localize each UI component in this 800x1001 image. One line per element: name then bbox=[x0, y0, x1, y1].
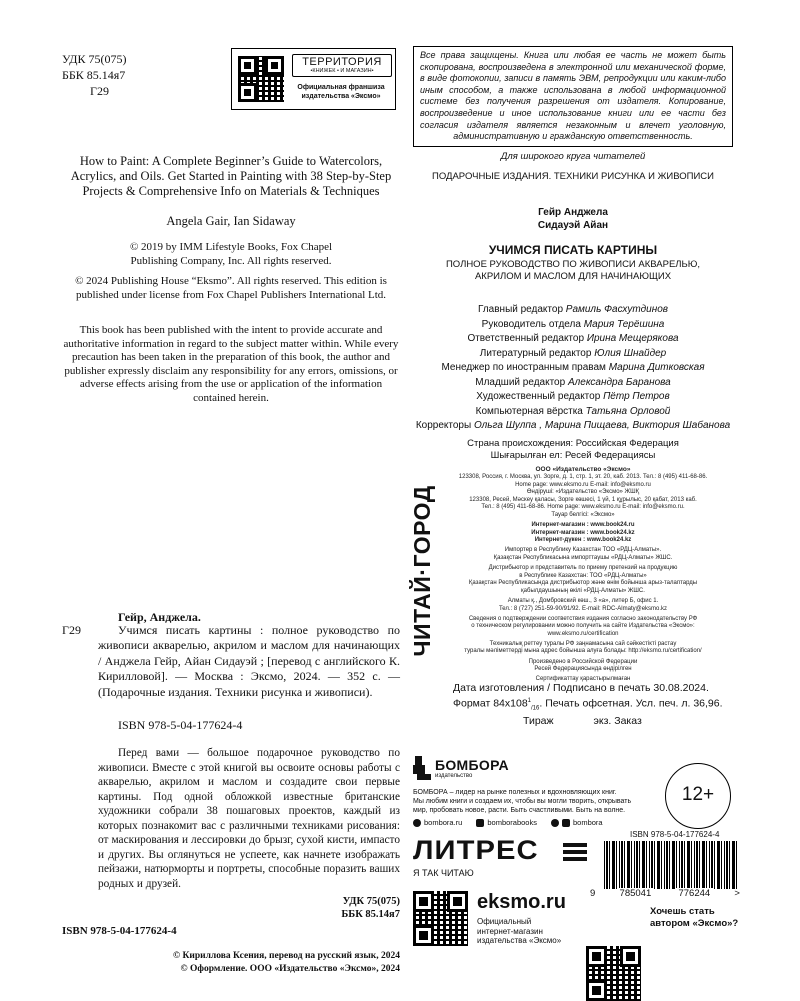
publisher-detail-line: Өндіруші: «Издательство «Эксмо» ЖШҚ bbox=[526, 489, 640, 496]
bbk-code: ББК 85.14я7 bbox=[62, 68, 126, 82]
publisher-detail-line: Дистрибьютор и представитель по приему претензий на продукцию bbox=[488, 565, 678, 572]
social-vk[interactable]: bomborabooks bbox=[476, 818, 537, 827]
globe-icon bbox=[413, 819, 421, 827]
publisher-detail-line: 123308, Ресей, Мәскеу қаласы, Зорге көшесі, 1 үй, 1 құрылыс, 20 қабат, 2013 каб. bbox=[469, 496, 697, 503]
litres-logo bbox=[413, 835, 613, 885]
publisher-detail-line: қабылдаушының өкілі «РДЦ-Алматы» ЖШС. bbox=[521, 587, 645, 594]
bombora-sub: издательство bbox=[435, 773, 473, 779]
publisher-detail-line: Ресей Федерациясында өндірілген bbox=[534, 666, 632, 673]
territoria-qr bbox=[238, 56, 284, 102]
catalog-author: Гейр, Анджела. bbox=[118, 610, 201, 624]
litres-bars-icon bbox=[563, 843, 587, 861]
publisher-detail-line: Қазақстан Республикасына импорттаушы «РДЦ-Алматы» ЖШС. bbox=[493, 554, 673, 561]
social-site[interactable]: bombora.ru bbox=[413, 818, 462, 827]
publisher-name: ООО «Издательство «Эксмо» bbox=[535, 466, 631, 473]
publisher-detail-line: Home page: www.eksmo.ru E-mail: info@eksmo.ru bbox=[515, 481, 651, 488]
print-info bbox=[453, 682, 743, 727]
publisher-detail-line: Тауар белгісі: «Эксмо» bbox=[551, 511, 615, 518]
catalog-isbn: ISBN 978-5-04-177624-4 bbox=[118, 718, 243, 732]
credit-line: Корректоры Ольга Шулпа , Марина Пищаева, Виктория Шабанова bbox=[415, 420, 731, 431]
print-format: Формат $84x108^1_{/16}$. Печать офсетная. Усл. печ. л. 36,96. bbox=[453, 697, 723, 712]
bombora-text: БОМБОРА – лидер на рынке полезных и вдохновляющих книг. Мы любим книги и создаем их, чтобы вы могли творить, открывать мир, пробовать новое, расти. Быть счастливыми. Быть на волне. bbox=[413, 789, 632, 814]
litres-slogan: Я ТАК ЧИТАЮ bbox=[413, 868, 474, 878]
author-question: Хочешь стать автором «Эксмо»? bbox=[650, 906, 739, 929]
territoria-subtitle: •КНИЖЕК • И МАГАЗИН• bbox=[310, 68, 374, 74]
publisher-detail-line: Қазақстан Республикасында дистрибьютор және өнім бойынша арыз-талаптарды bbox=[468, 580, 698, 587]
rights-box: Все права защищены. Книга или любая ее часть не может быть скопирована, воспроизведена в электронной или механической форме, в виде фотокопии, записи в память ЭВМ, репродукции или каким-либо иным способом, а также использована в любой информационной системе без получения разрешения от издателя. Копирование, воспроизведение и иное использование книги или ее части без согласия издателя является незаконным и влечет уголовную, административную и гражданскую ответственность. bbox=[413, 46, 733, 147]
credit-line: Руководитель отдела Мария Терёшина bbox=[481, 318, 665, 330]
territoria-caption: Официальная франшиза издательства «Эксмо» bbox=[297, 84, 385, 100]
territoria-logo bbox=[292, 54, 392, 77]
udk-code: УДК 75(075) bbox=[62, 52, 127, 66]
authors bbox=[413, 207, 733, 232]
book-subtitle: ПОЛНОЕ РУКОВОДСТВО ПО ЖИВОПИСИ АКВАРЕЛЬЮ, АКРИЛОМ И МАСЛОМ ДЛЯ НАЧИНАЮЩИХ bbox=[445, 259, 701, 282]
eksmo-qr-left[interactable] bbox=[413, 891, 468, 946]
print-date: Дата изготовления / Подписано в печать 30.08.2024. bbox=[453, 682, 709, 694]
litres-wordmark: ЛИТРЕС bbox=[413, 835, 539, 865]
publisher-detail-line: Тел.: 8 (495) 411-68-86. Home page: www.eksmo.ru E-mail: info@eksmo.ru. bbox=[481, 504, 685, 511]
credit-line: Ответственный редактор Ирина Мещерякова bbox=[467, 333, 679, 344]
author-1: Гейр Анджела bbox=[538, 207, 608, 218]
publisher-detail-line: www.eksmo.ru/certification bbox=[547, 630, 619, 637]
publisher-detail-line: туралы мәліметтерді мына адрес бойынша алуға болады: http://eksmo.ru/certification/ bbox=[464, 648, 702, 655]
bombora-icon bbox=[413, 756, 431, 780]
eksmo-url[interactable]: eksmo.ru bbox=[477, 891, 566, 913]
author-2: Сидауэй Айан bbox=[537, 219, 609, 231]
english-authors: Angela Gair, Ian Sidaway bbox=[166, 214, 296, 228]
publisher-detail-line: Произведено в Российской Федерации bbox=[528, 658, 638, 665]
publisher-detail-line: Техникалық реттеу туралы РФ заңнамасына сай сәйкестікті растау bbox=[489, 640, 677, 647]
chitai-gorod-text: ЧИТАЙ·ГОРОД bbox=[409, 485, 435, 657]
book-title: УЧИМСЯ ПИСАТЬ КАРТИНЫ bbox=[488, 243, 658, 257]
credit-line: Младший редактор Александра Баранова bbox=[475, 376, 671, 388]
origin: Страна происхождения: Российская Федерация Шығарылған ел: Ресей Федерациясы bbox=[467, 438, 679, 461]
catalog-bbk: ББК 85.14я7 bbox=[341, 908, 400, 920]
telegram-icon bbox=[551, 819, 559, 827]
publisher-detail-line: Сертификаттау қарастырылмаған bbox=[535, 676, 631, 683]
age-rating: 12+ bbox=[665, 763, 731, 829]
bombora-logo bbox=[413, 754, 533, 782]
publisher-detail-line: в Республике Казахстан: ТОО «РДЦ-Алматы» bbox=[519, 572, 647, 579]
territoria-box bbox=[231, 48, 396, 110]
catalog-udk-bbk bbox=[300, 896, 400, 921]
english-copyright-2: © 2024 Publishing House “Eksmo”. All rights reserved. This edition is published under license from Fox Chapel Publishers International Ltd. bbox=[75, 275, 387, 301]
publisher-detail-line: Импортер в Республику Казахстан ТОО «РДЦ-Алматы». bbox=[504, 547, 662, 554]
barcode-isbn: ISBN 978-5-04-177624-4 bbox=[630, 830, 720, 839]
publisher-detail-line: 123308, Россия, г. Москва, ул. Зорге, д. 1, стр. 1, эт. 20, каб. 2013. Тел.: 8 (495) 411-68-86. bbox=[458, 474, 708, 480]
english-copyright-1: © 2019 by IMM Lifestyle Books, Fox Chapel Publishing Company, Inc. All rights reserved. bbox=[129, 241, 333, 267]
credits bbox=[413, 303, 733, 434]
barcode-bars bbox=[604, 841, 738, 889]
copyright-lines: © Кириллова Ксения, перевод на русский язык, 2024 © Оформление. ООО «Издательство «Эксмо», 2024 bbox=[172, 951, 400, 974]
publisher-details bbox=[438, 466, 728, 684]
bombora-socials bbox=[413, 818, 673, 827]
chitai-gorod-logo bbox=[406, 440, 438, 680]
publisher-detail-line: Тел.: 8 (727) 251-59-90/91/92. E-mail: RDC-Almaty@eksmo.kz bbox=[498, 605, 668, 612]
publisher-detail-line: Сведения о подтверждении соответствия издания согласно законодательству РФ bbox=[468, 615, 698, 622]
vk-icon bbox=[476, 819, 484, 827]
youtube-icon bbox=[562, 819, 570, 827]
series: ПОДАРОЧНЫЕ ИЗДАНИЯ. ТЕХНИКИ РИСУНКА И ЖИВОПИСИ bbox=[432, 171, 714, 182]
catalog-annotation: Перед вами — большое подарочное руководство по живописи. Вместе с этой книгой вы освоите основы работы с акварелью, акрилом и маслом и создадите свои первые картины. Под одной обложкой известные британские художники собрали 38 пошаговых проектов, каждый из которых познакомит вас с различными техниками рисования: от маскирования и лессировки до брызг, сухой кисти, импасто и других. Вы оглянуться не успеете, как начнете изображать пейзажи, натюрморты и портреты, способные поразить ваших родных и друзей. bbox=[98, 747, 400, 890]
credit-line: Литературный редактор Юлия Шнайдер bbox=[479, 347, 667, 359]
credit-line: Главный редактор Рамиль Фасхутдинов bbox=[477, 304, 668, 315]
territoria-title: ТЕРРИТОРИЯ bbox=[302, 56, 382, 68]
catalog-code: Г29 bbox=[62, 623, 81, 637]
english-disclaimer: This book has been published with the intent to provide accurate and authoritative information in regard to the subject matter within. While every precaution has been taken in the preparation of this book, the author and publisher expressly disclaim any responsibility for any errors, omissions, or adverse effects arising from the use or application of the information contained herein. bbox=[63, 324, 399, 404]
social-telegram[interactable]: bombora bbox=[551, 818, 603, 827]
publisher-detail-line: Алматы қ., Домбровский көш., 3 «а», литер Б, офис 1. bbox=[507, 597, 659, 604]
classification-block bbox=[62, 51, 126, 99]
barcode-digits: 9 785041 776244 > bbox=[590, 888, 740, 899]
bottom-isbn: ISBN 978-5-04-177624-4 bbox=[62, 925, 177, 937]
author-mark: Г29 bbox=[90, 84, 109, 98]
publisher-detail-line: о техническом регулировании можно получить на сайте Издательства «Эксмо»: bbox=[471, 623, 695, 630]
catalog-record: Учимся писать картины : полное руководство по живописи акварелью, акрилом и маслом для начинающих / Анджела Гейр, Айан Сидауэй ; [перевод с английского К. Кирилловой]. — Москва : Эксмо, 2024. — 352 с. — (Подарочные издания. Техники рисунка и живописи). bbox=[98, 623, 400, 699]
bombora-wordmark: БОМБОРА bbox=[435, 757, 509, 773]
eksmo-qr-right[interactable] bbox=[586, 946, 641, 1001]
barcode bbox=[590, 830, 740, 905]
publisher-detail-line: Интернет-дүкен : www.book24.kz bbox=[534, 537, 632, 544]
english-title: How to Paint: A Complete Beginner’s Guide to Watercolors, Acrylics, and Oils. Get Started in Painting with 38 Step-by-Step Projects & Comprehensive Info on Materials & Techniques bbox=[70, 154, 392, 199]
audience: Для широкого круга читателей bbox=[500, 151, 646, 162]
publisher-detail-line: Интернет-магазин : www.book24.kz bbox=[531, 529, 635, 536]
eksmo-shop-text: Официальный интернет-магазин издательства «Эксмо» bbox=[477, 917, 562, 945]
catalog-udk: УДК 75(075) bbox=[342, 896, 400, 907]
publisher-detail-line: Интернет-магазин : www.book24.ru bbox=[531, 522, 635, 529]
credit-line: Художественный редактор Пётр Петров bbox=[476, 391, 670, 402]
credit-line: Менеджер по иностранным правам Марина Дитковская bbox=[441, 362, 705, 373]
print-run: Тираж экз. Заказ bbox=[523, 714, 642, 727]
credit-line: Компьютерная вёрстка Татьяна Орловой bbox=[475, 405, 671, 417]
